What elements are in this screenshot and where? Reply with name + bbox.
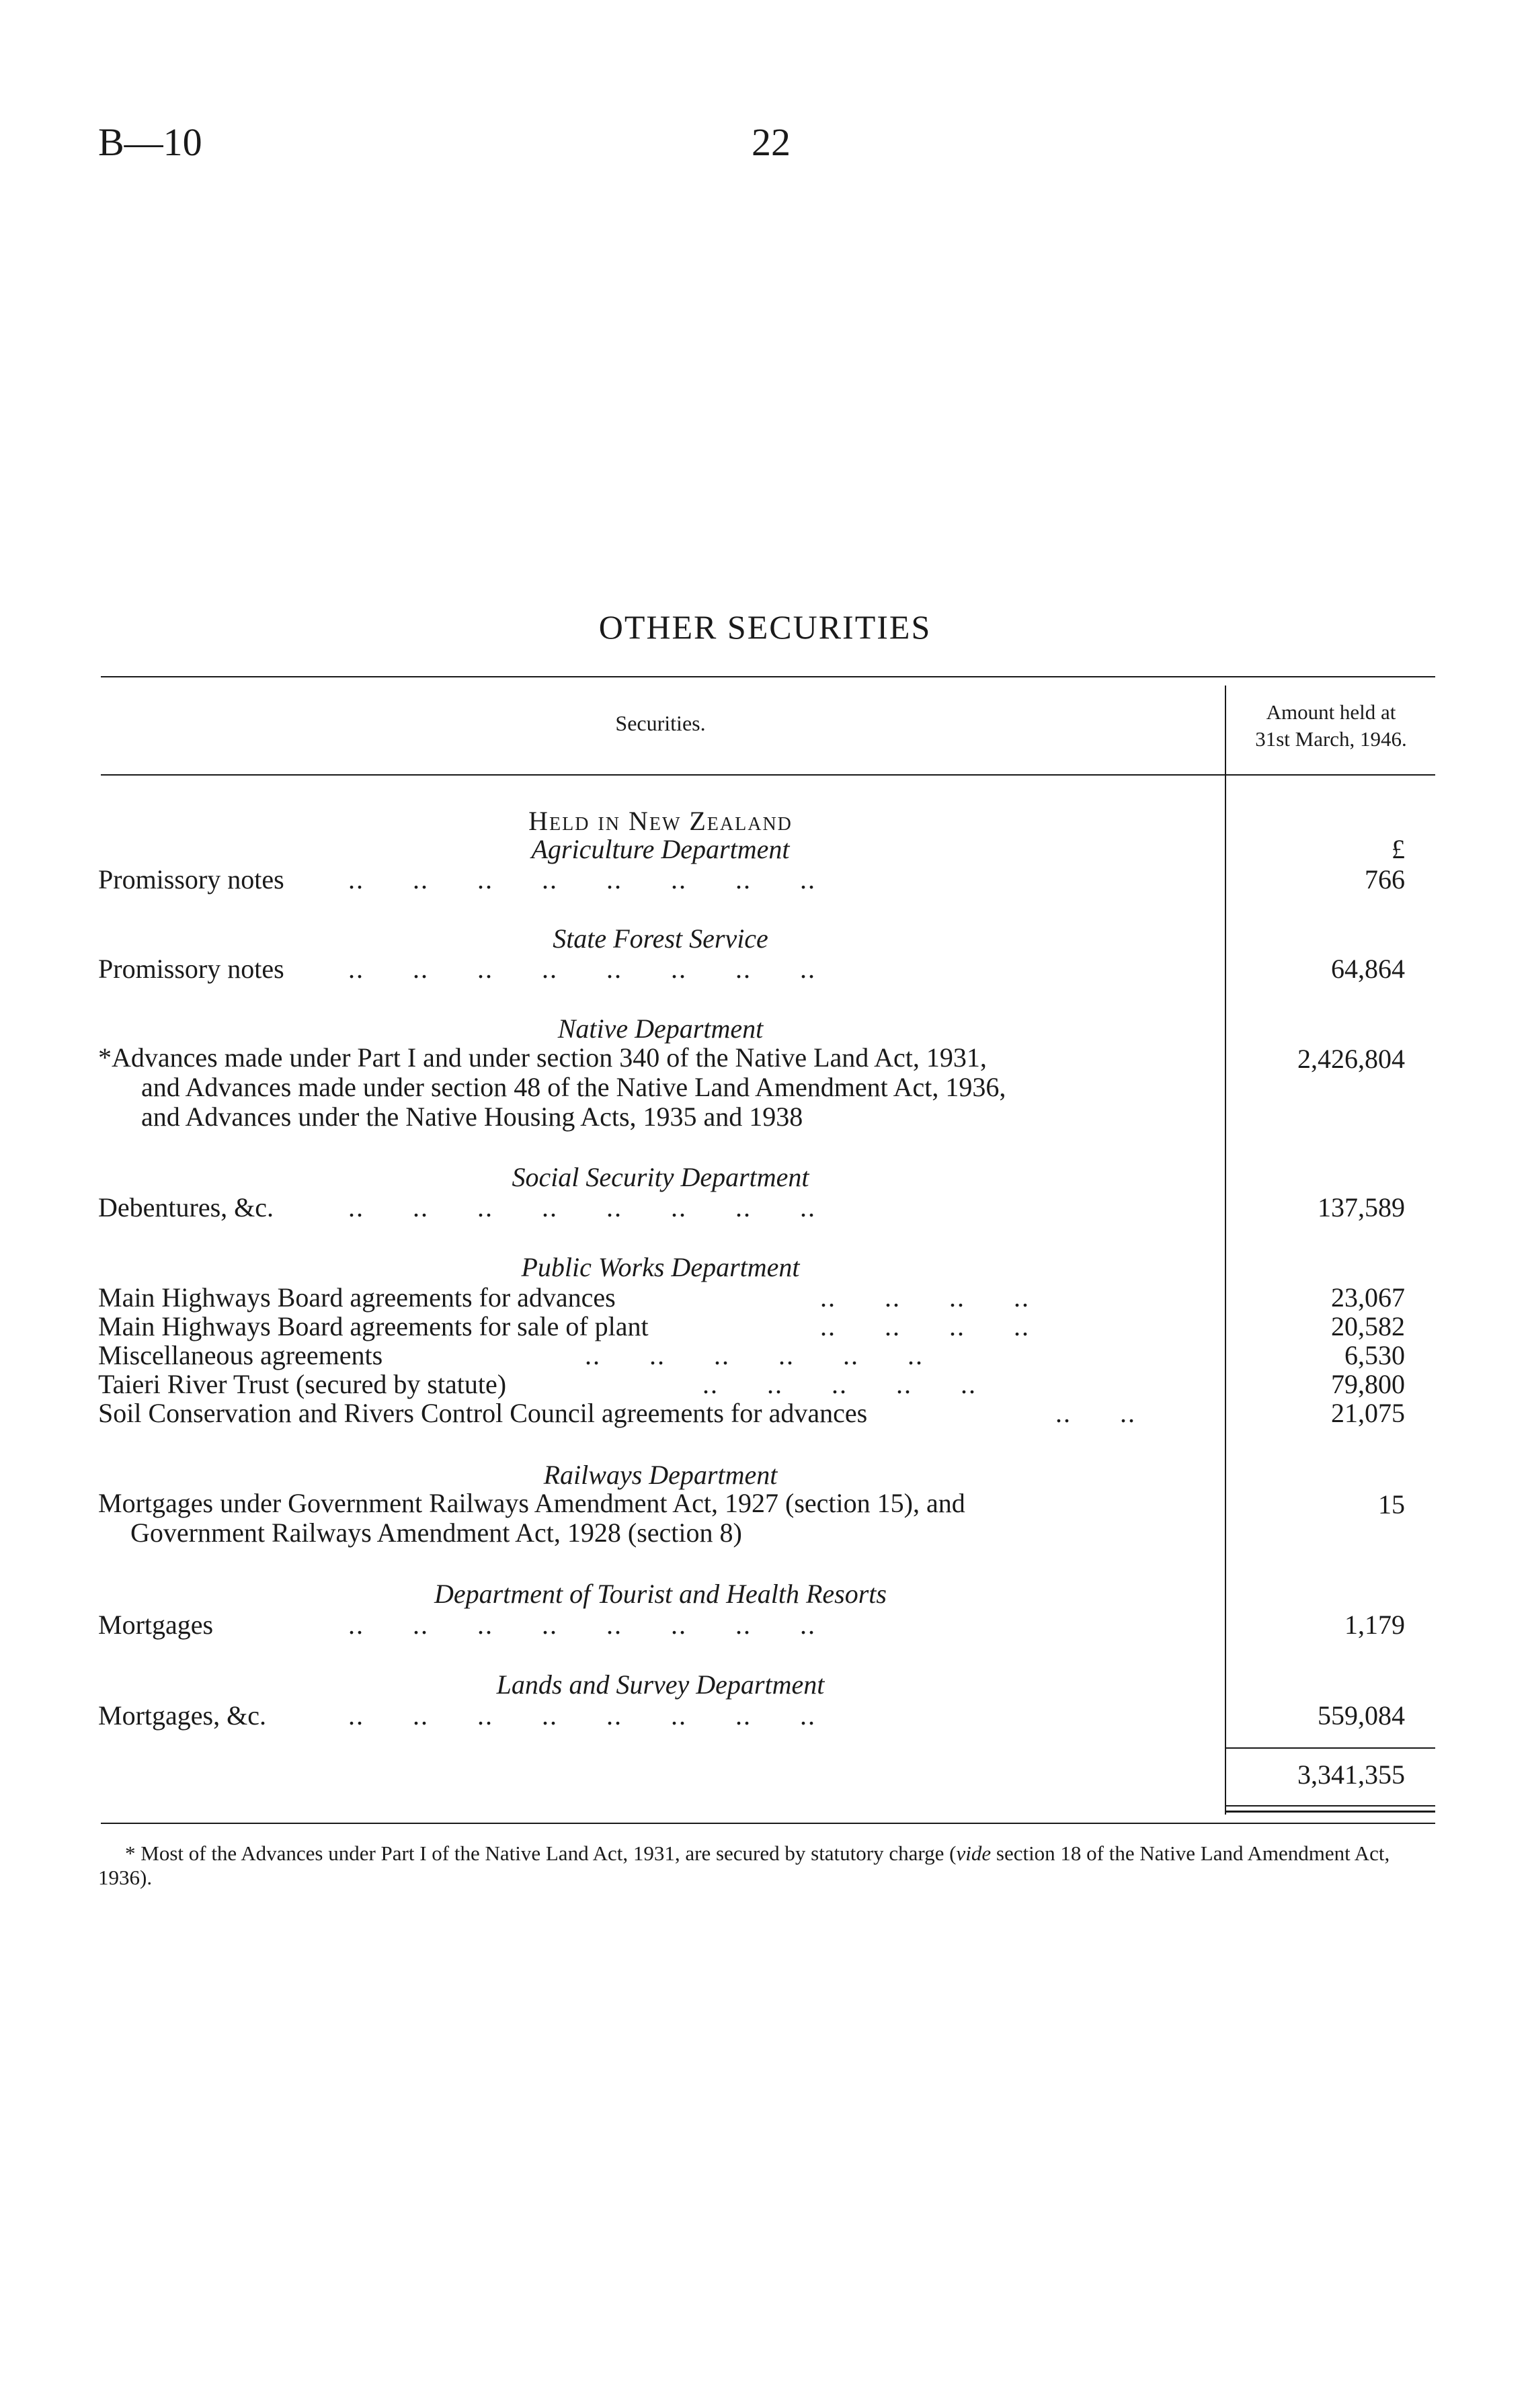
section-heading-agriculture: Agriculture Department — [531, 834, 790, 864]
table-row-amount: 20,582 — [1331, 1311, 1405, 1341]
row-line: and Advances made under section 48 of the Native Land Amendment Act, 1936, — [141, 1072, 1006, 1102]
table-row-label: Promissory notes — [98, 864, 284, 895]
dot-leader: .. .. .. .. .. .. .. .. — [348, 954, 816, 984]
table-row-amount: 21,075 — [1331, 1398, 1405, 1428]
dot-leader: .. .. .. .. .. .. .. .. — [348, 1700, 816, 1731]
page-number: 22 — [752, 120, 791, 164]
column-header-amount-line2: 31st March, 1946. — [1255, 727, 1407, 751]
dot-leader: .. .. .. .. .. — [702, 1369, 977, 1399]
header-bottom-rule — [101, 774, 1435, 776]
table-row-label: Promissory notes — [98, 954, 284, 984]
dot-leader: .. .. .. .. — [820, 1311, 1030, 1341]
table-row-label: Mortgages — [98, 1610, 214, 1640]
section-heading-public-works: Public Works Department — [521, 1252, 800, 1282]
table-row-label: Miscellaneous agreements — [98, 1340, 383, 1370]
table-row-amount: 6,530 — [1344, 1340, 1405, 1370]
column-header-amount-line1: Amount held at — [1266, 700, 1396, 724]
region-heading: Held in New Zealand — [528, 806, 793, 836]
table-row-label: Mortgages, &c. — [98, 1700, 266, 1731]
table-bottom-rule — [101, 1823, 1435, 1824]
section-heading-social-security: Social Security Department — [512, 1162, 809, 1192]
subtotal-rule — [1225, 1747, 1435, 1749]
table-row-amount: 23,067 — [1331, 1282, 1405, 1313]
column-header-amount — [1230, 699, 1432, 753]
table-row-label: Main Highways Board agreements for sale of plant — [98, 1311, 649, 1341]
table-top-rule — [101, 676, 1435, 677]
dot-leader: .. .. .. .. — [820, 1282, 1030, 1313]
table-row-amount: 79,800 — [1331, 1369, 1405, 1399]
section-heading-lands-survey: Lands and Survey Department — [496, 1669, 825, 1700]
table-row-label: Main Highways Board agreements for advances — [98, 1282, 616, 1313]
footnote — [98, 1841, 1436, 1890]
table-row-label: Soil Conservation and Rivers Control Council agreements for advances — [98, 1398, 868, 1428]
footnote-text: * Most of the Advances under Part I of the Native Land Act, 1931, are secured by statutory charge ( — [125, 1841, 957, 1865]
row-line: *Advances made under Part I and under section 340 of the Native Land Act, 1931, — [98, 1042, 987, 1073]
table-row-amount: 64,864 — [1331, 954, 1405, 984]
section-heading-railways: Railways Department — [543, 1460, 778, 1490]
table-row-amount: 1,179 — [1344, 1610, 1405, 1640]
table-row-label: Debentures, &c. — [98, 1192, 274, 1222]
column-divider — [1225, 686, 1226, 1815]
page-title: OTHER SECURITIES — [598, 608, 932, 646]
table-row-amount: 2,426,804 — [1297, 1044, 1405, 1074]
table-row-amount: 15 — [1378, 1489, 1405, 1520]
section-heading-tourist: Department of Tourist and Health Resorts — [434, 1579, 887, 1609]
grand-total: 3,341,355 — [1297, 1759, 1405, 1790]
row-line: and Advances under the Native Housing Acts, 1935 and 1938 — [141, 1102, 803, 1132]
dot-leader: .. .. .. .. .. .. .. .. — [348, 864, 816, 895]
row-line: Mortgages under Government Railways Amendment Act, 1927 (section 15), and — [98, 1488, 965, 1518]
total-double-rule-lower — [1225, 1811, 1435, 1813]
page-identifier: B—10 — [98, 120, 202, 164]
currency-symbol: £ — [1392, 834, 1405, 864]
dot-leader: .. .. .. .. .. .. .. .. — [348, 1192, 816, 1222]
section-heading-native: Native Department — [557, 1013, 764, 1044]
table-row-label: Taieri River Trust (secured by statute) — [98, 1369, 507, 1399]
table-row-multiline — [98, 1043, 1214, 1132]
section-heading-forest: State Forest Service — [553, 923, 768, 954]
footnote-text: section 18 of the Native Land Amendment Act, 1936). — [98, 1841, 1390, 1889]
table-row-multiline — [98, 1489, 1214, 1548]
dot-leader: .. .. .. .. .. .. — [585, 1340, 924, 1370]
table-row-amount: 766 — [1365, 864, 1405, 895]
column-header-securities: Securities. — [615, 711, 706, 735]
dot-leader: .. .. — [1055, 1398, 1136, 1428]
dot-leader: .. .. .. .. .. .. .. .. — [348, 1610, 816, 1640]
table-row-amount: 137,589 — [1318, 1192, 1405, 1222]
row-line: Government Railways Amendment Act, 1928 (section 8) — [130, 1518, 742, 1548]
table-row-amount: 559,084 — [1318, 1700, 1405, 1731]
footnote-italic: vide — [956, 1841, 992, 1865]
total-double-rule-upper — [1225, 1805, 1435, 1807]
